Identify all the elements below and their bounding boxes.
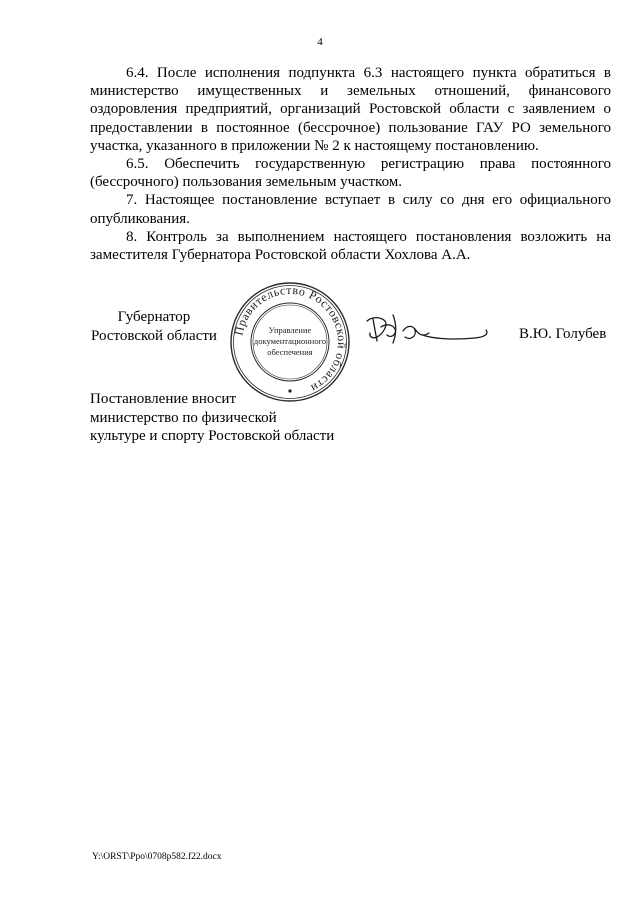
paragraph-8: 8. Контроль за выполнением настоящего постановления возложить на заместителя Губернатора Ростовской области Хохлова А.А. — [90, 228, 611, 264]
paragraph-7: 7. Настоящее постановление вступает в силу со дня его официального опубликования. — [90, 192, 611, 227]
seal-inner-line2: документационного — [253, 336, 327, 346]
introduced-by-note — [90, 390, 334, 446]
handwritten-signature — [363, 307, 491, 349]
file-path-footer: Y:\ORST\Ppo\0708p582.f22.docx — [92, 852, 222, 862]
introduced-by-line3: культуре и спорту Ростовской области — [90, 428, 335, 444]
introduced-by-line2: министерство по физической — [90, 409, 277, 426]
signatory-position-line1: Губернатор — [117, 309, 191, 325]
paragraph-6-4: 6.4. После исполнения подпункта 6.3 настоящего пункта обратиться в министерство имущественных и земельных отношений, финансового оздоровления предприятий, организаций Ростовской области с заявлением о предоставлении в постоянное (бессрочное) пользование ГАУ РО земельного участка, указанного в приложении № 2 к настоящему постановлению. — [90, 65, 611, 154]
seal-inner-line1: Управление — [268, 325, 312, 335]
signatory-position-line2: Ростовской области — [91, 328, 217, 344]
official-seal — [229, 281, 351, 403]
seal-inner-line3: обеспечения — [267, 347, 313, 357]
paragraph-6-5: 6.5. Обеспечить государственную регистрацию права постоянного (бессрочного) пользования земельным участком. — [90, 156, 611, 191]
document-body — [90, 64, 611, 264]
page-number: 4 — [317, 36, 323, 48]
seal-outer-text: Правительство Ростовской области — [231, 282, 350, 396]
signatory-name: В.Ю. Голубев — [519, 326, 607, 342]
introduced-by-line1: Постановление вносит — [90, 391, 237, 407]
signatory-position — [91, 308, 217, 346]
